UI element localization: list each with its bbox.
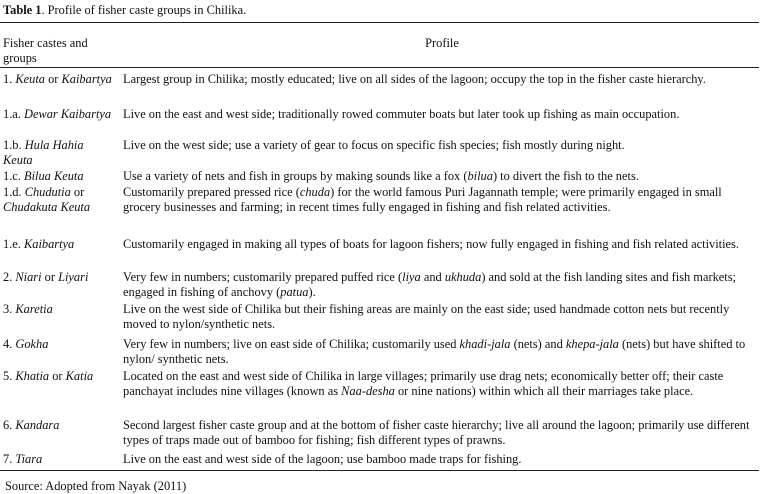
profile-segment: ) to divert the fish to the nets. [492, 169, 639, 183]
caste-group-segment: Bilua Keuta [24, 169, 84, 183]
profile-cell [123, 169, 757, 184]
caste-group-cell [3, 369, 115, 384]
profile-segment: bilua [467, 169, 493, 183]
profile-segment: chuda [299, 185, 331, 199]
caste-group-segment: Katia [65, 369, 94, 383]
table-caption-text: . Profile of fisher caste groups in Chilika. [41, 3, 247, 17]
profile-cell [123, 337, 757, 367]
profile-segment: khepa-jala [565, 337, 619, 351]
caste-group-cell [3, 237, 115, 252]
caste-group-segment: Niari [15, 270, 42, 284]
caste-group-segment: 1.e. [3, 237, 24, 251]
caste-group-segment: 3. [3, 302, 16, 316]
caste-group-cell [3, 418, 115, 433]
profile-segment: Live on the east and west side; traditionally rowed commuter boats but later took up fishing as main occupation. [123, 107, 680, 121]
caste-group-cell [3, 107, 115, 122]
caste-group-segment: 1.b. [3, 138, 25, 152]
caste-group-segment: Dewar Kaibartya [24, 107, 112, 121]
profile-segment: Use a variety of nets and fish in groups by making sounds like a fox ( [123, 169, 468, 183]
profile-cell [123, 138, 757, 153]
profile-segment: Live on the west side of Chilika but their fishing areas are mainly on the east side; used handmade cotton nets but recently moved to nylon/synthetic nets. [123, 302, 730, 331]
table-label: Table 1 [3, 3, 42, 17]
caste-group-cell [3, 452, 115, 467]
profile-segment: patua [280, 285, 309, 299]
caste-group-segment: Khatia [15, 369, 50, 383]
caste-group-segment: or [49, 369, 66, 383]
caste-group-segment: 1. [3, 72, 16, 86]
caste-group-segment: 2. [3, 270, 16, 284]
profile-cell [123, 237, 757, 252]
profile-cell [123, 452, 757, 467]
top-rule [0, 22, 759, 23]
caste-group-segment: Kaibartya [24, 237, 75, 251]
caste-group-cell [3, 270, 115, 285]
caste-group-cell [3, 337, 115, 352]
caste-group-cell [3, 185, 115, 215]
caste-group-segment: Karetia [15, 302, 53, 316]
caste-group-cell [3, 72, 115, 87]
profile-segment: (nets) and [510, 337, 566, 351]
caste-group-segment: Keuta [15, 72, 45, 86]
caste-group-segment: 4. [3, 337, 16, 351]
profile-segment: Naa-desha [341, 384, 395, 398]
caste-group-segment: Tiara [15, 452, 43, 466]
caste-group-segment: 1.d. [3, 185, 25, 199]
profile-cell [123, 72, 757, 87]
caste-group-segment: Chudutia [24, 185, 71, 199]
profile-cell [123, 107, 757, 122]
header-profile: Profile [425, 36, 459, 50]
caste-group-cell [3, 302, 115, 317]
profile-segment: liya [402, 270, 421, 284]
profile-segment: Live on the west side; use a variety of gear to focus on specific fish species; fish mostly during night. [123, 138, 625, 152]
profile-segment: (nets) but have shifted to nylon/ synthetic nets. [123, 337, 746, 366]
profile-segment: and [420, 270, 445, 284]
profile-cell [123, 418, 757, 448]
profile-cell [123, 270, 757, 300]
profile-segment: Largest group in Chilika; mostly educated; live on all sides of the lagoon; occupy the top in the fisher caste hierarchy. [123, 72, 706, 86]
profile-segment: ) and sold at the fish landing sites and fish markets; engaged in fishing of anchovy ( [123, 270, 736, 299]
caste-group-segment: Kaibartya [61, 72, 112, 86]
profile-cell [123, 302, 757, 332]
caste-group-segment: Chudakuta Keuta [3, 200, 91, 214]
caste-group-cell [3, 169, 115, 184]
header-groups: Fisher castes and groups [3, 36, 88, 65]
caste-group-segment: or [70, 185, 85, 199]
caste-group-segment: 6. [3, 418, 16, 432]
header-rule [0, 67, 759, 68]
table-source: Source: Adopted from Nayak (2011) [5, 479, 187, 493]
profile-segment: Live on the east and west side of the lagoon; use bamboo made traps for fishing. [123, 452, 522, 466]
caste-group-segment: Kandara [15, 418, 60, 432]
profile-segment: ) for the world famous Puri Jagannath temple; were primarily engaged in small grocery businesses and farming; in recent times fully engaged in fishing and fish related activities. [123, 185, 722, 214]
table-caption [3, 3, 246, 18]
bottom-rule [0, 470, 759, 471]
caste-group-segment: 1.c. [3, 169, 24, 183]
profile-segment: Second largest fisher caste group and at the bottom of fisher caste hierarchy; live all around the lagoon; primarily use different types of traps made out of bamboo for fishing; fish different types of prawns. [123, 418, 750, 447]
profile-cell [123, 369, 757, 399]
caste-group-cell [3, 138, 115, 168]
caste-group-segment: or [45, 72, 62, 86]
profile-segment: Very few in numbers; customarily prepared puffed rice ( [123, 270, 403, 284]
caste-group-segment: Gokha [15, 337, 49, 351]
profile-cell [123, 185, 757, 215]
profile-segment: Very few in numbers; live on east side of Chilika; customarily used [123, 337, 460, 351]
caste-group-segment: or [41, 270, 59, 284]
caste-group-segment: 1.a. [3, 107, 24, 121]
profile-segment: ukhuda [444, 270, 482, 284]
profile-segment: Customarily engaged in making all types of boats for lagoon fishers; now fully engaged in fishing and fish related activities. [123, 237, 739, 251]
caste-group-segment: 7. [3, 452, 16, 466]
profile-segment: ). [308, 285, 316, 299]
profile-segment: or nine nations) within which all their marriages take place. [394, 384, 694, 398]
profile-segment: khadi-jala [459, 337, 511, 351]
profile-segment: Located on the east and west side of Chilika in large villages; primarily use drag nets; economically better off; their caste panchayat includes nine villages (known as [123, 369, 724, 398]
caste-group-segment: Hula Hahia Keuta [3, 138, 84, 167]
caste-group-segment: 5. [3, 369, 16, 383]
profile-segment: Customarily prepared pressed rice ( [123, 185, 300, 199]
caste-group-segment: Liyari [58, 270, 89, 284]
